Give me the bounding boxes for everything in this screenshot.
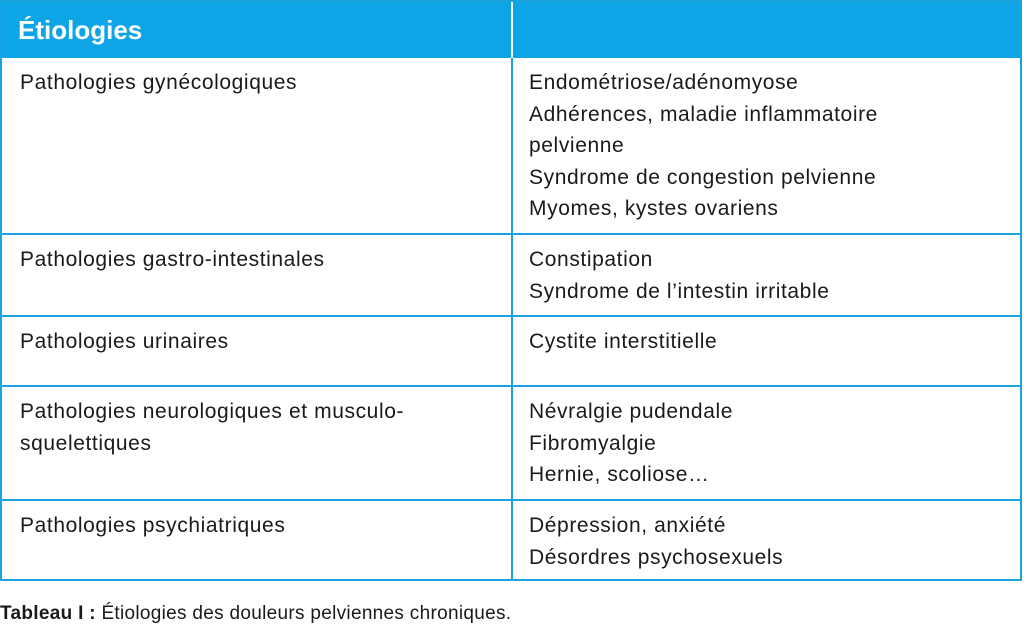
table-row: [2, 58, 1020, 234]
detail-line: Névralgie pudendale: [529, 400, 734, 423]
column-header-details: [512, 2, 1020, 58]
detail-line: pelvienne: [529, 134, 625, 157]
cause-cell: [2, 386, 512, 500]
table-caption: [0, 603, 511, 625]
detail-line: Endométriose/adénomyose: [529, 71, 799, 94]
detail-line: Syndrome de l’intestin irritable: [529, 279, 830, 303]
details-cell: [512, 316, 1020, 386]
table-row: [2, 234, 1020, 316]
cause-text: Pathologies psychiatriques: [20, 514, 286, 537]
etiologies-table: [2, 2, 1020, 579]
details-cell: [512, 234, 1020, 316]
table-row: [2, 500, 1020, 579]
column-header-etiologies: Étiologies: [2, 2, 512, 58]
caption-label: Tableau I :: [0, 603, 96, 624]
table-row: [2, 386, 1020, 500]
cause-text: squelettiques: [20, 431, 152, 455]
cause-text: Pathologies neurologiques et musculo-: [20, 400, 405, 423]
caption-text: Étiologies des douleurs pelviennes chroniques.: [95, 603, 512, 624]
cause-cell: [2, 58, 512, 234]
detail-line: Myomes, kystes ovariens: [529, 197, 779, 220]
cause-text: Pathologies urinaires: [20, 330, 229, 353]
details-cell: [512, 500, 1020, 579]
detail-line: Syndrome de congestion pelvienne: [529, 165, 877, 189]
cause-cell: [2, 500, 512, 579]
detail-line: Cystite interstitielle: [529, 330, 718, 353]
detail-line: Adhérences, maladie inflammatoire: [529, 102, 878, 126]
details-cell: [512, 386, 1020, 500]
cause-cell: [2, 316, 512, 386]
detail-line: Hernie, scoliose…: [529, 463, 710, 486]
cause-text: Pathologies gynécologiques: [20, 71, 298, 94]
detail-line: Fibromyalgie: [529, 431, 657, 455]
table-row: [2, 316, 1020, 386]
details-cell: [512, 58, 1020, 234]
detail-line: Constipation: [529, 248, 653, 271]
detail-line: Désordres psychosexuels: [529, 545, 784, 569]
detail-line: Dépression, anxiété: [529, 514, 727, 537]
cause-cell: [2, 234, 512, 316]
cause-text: Pathologies gastro-intestinales: [20, 248, 325, 271]
table-header-row: [2, 2, 1020, 58]
